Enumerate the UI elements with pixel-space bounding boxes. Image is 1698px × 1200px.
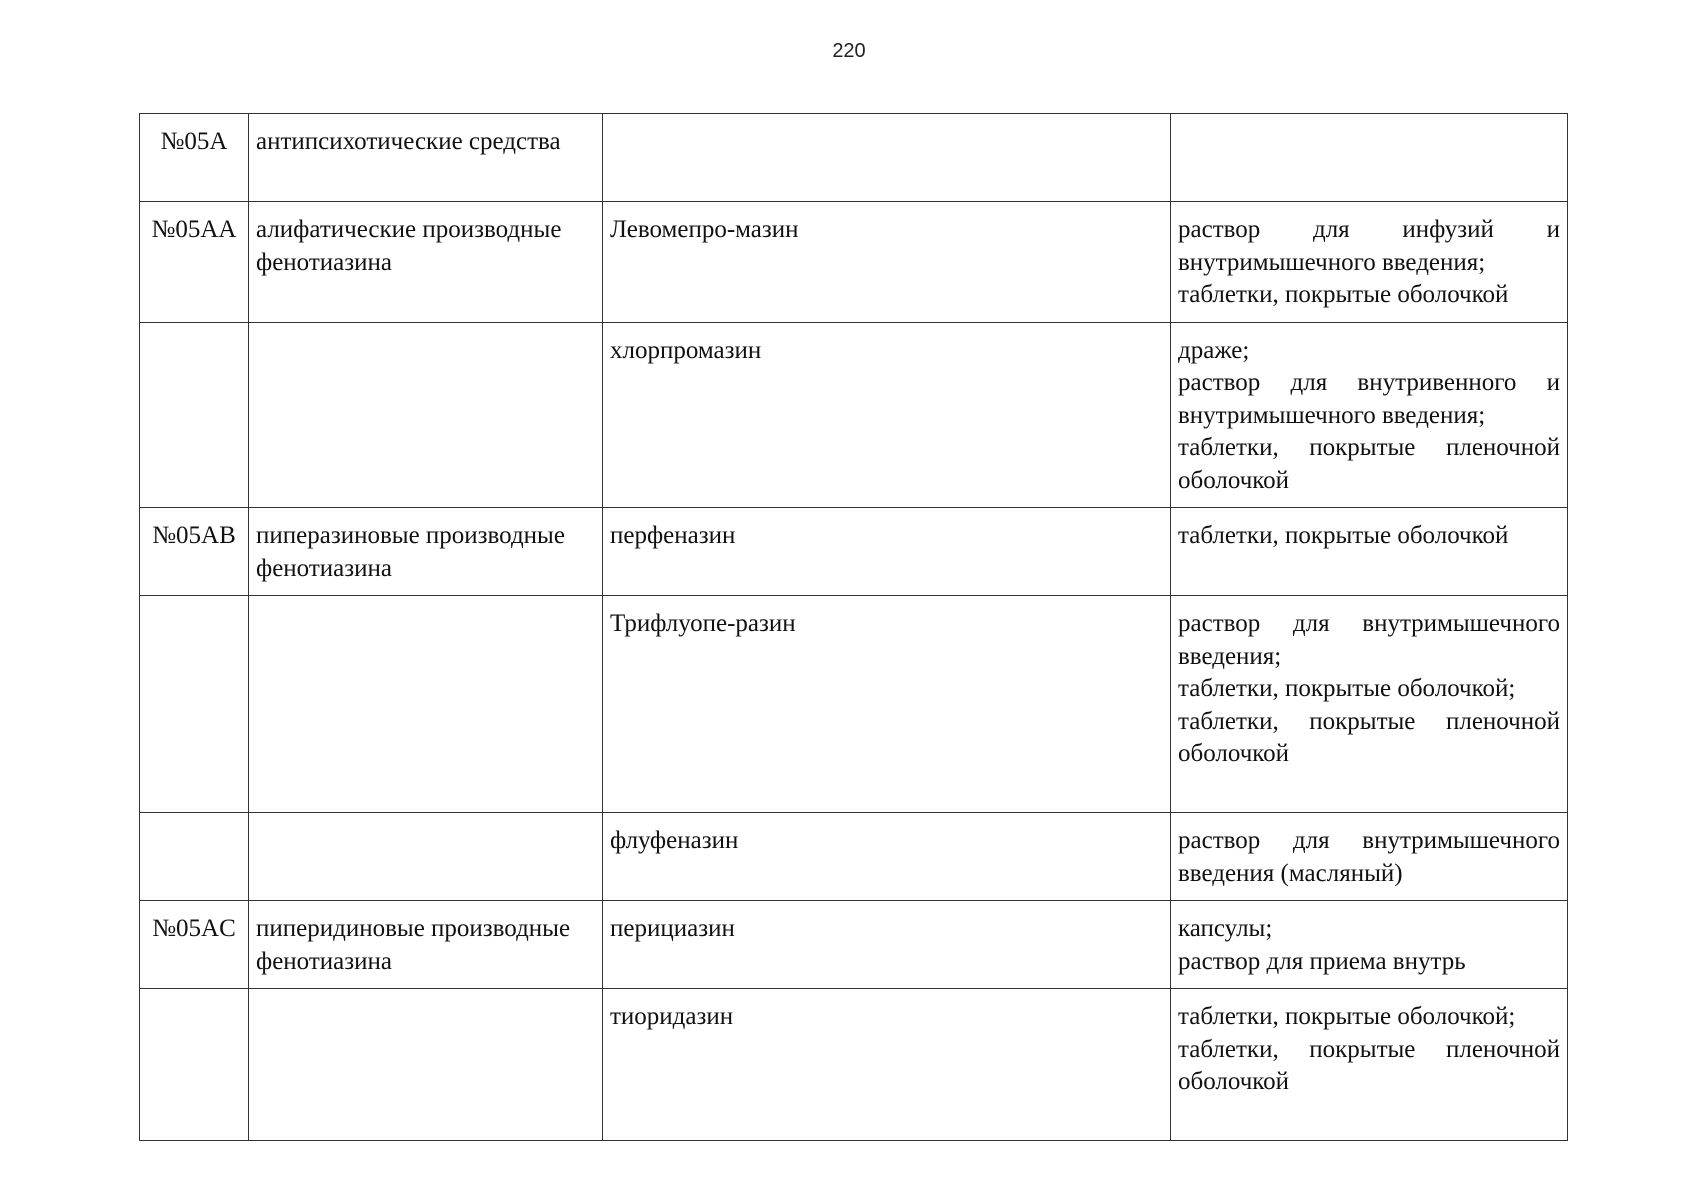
atc-code-cell: №05A: [140, 114, 249, 202]
group-name-cell: [249, 989, 603, 1141]
table-row: [140, 202, 1568, 323]
table-row: [140, 114, 1568, 202]
atc-code-cell: №05AA: [140, 202, 249, 323]
dosage-form-line: капсулы;: [1178, 915, 1273, 942]
table-row: [140, 901, 1568, 989]
table-row: [140, 989, 1568, 1141]
dosage-form-cell: [1171, 508, 1568, 596]
group-name-cell: пиперидиновые производные фенотиазина: [249, 901, 603, 989]
dosage-form-line: таблетки, покрытые пленочной оболочкой: [1178, 707, 1560, 767]
dosage-form-cell: [1171, 989, 1568, 1141]
drug-name-cell: Левомепро-мазин: [603, 202, 1171, 323]
drug-name-cell: флуфеназин: [603, 813, 1171, 901]
drug-name-cell: тиоридазин: [603, 989, 1171, 1141]
dosage-form-line: таблетки, покрытые оболочкой: [1178, 522, 1509, 549]
atc-code-cell: [140, 596, 249, 813]
group-name-cell: [249, 596, 603, 813]
drug-name-cell: перфеназин: [603, 508, 1171, 596]
atc-code-cell: [140, 813, 249, 901]
table-row: [140, 813, 1568, 901]
dosage-form-line: таблетки, покрытые оболочкой;: [1178, 675, 1516, 702]
table-row: [140, 508, 1568, 596]
dosage-form-line: раствор для приема внутрь: [1178, 947, 1466, 975]
page-number: 220: [832, 40, 866, 62]
dosage-form-cell: [1171, 202, 1568, 323]
dosage-form-line: таблетки, покрытые оболочкой;: [1178, 1003, 1516, 1030]
dosage-form-line: раствор для инфузий и внутримышечного введения;: [1178, 216, 1560, 276]
group-name-cell: антипсихотические средства: [249, 114, 603, 202]
dosage-form-line: раствор для внутримышечного введения;: [1178, 610, 1560, 670]
dosage-form-cell: [1171, 322, 1568, 508]
drug-name-cell: Трифлуопе-разин: [603, 596, 1171, 813]
atc-code-cell: [140, 989, 249, 1141]
drug-name-cell: хлорпромазин: [603, 322, 1171, 508]
group-name-cell: [249, 322, 603, 508]
table-row: [140, 596, 1568, 813]
atc-code-cell: [140, 322, 249, 508]
drug-name-cell: [603, 114, 1171, 202]
dosage-form-cell: [1171, 813, 1568, 901]
dosage-form-line: раствор для внутривенного и внутримышечного введения;: [1178, 369, 1560, 429]
atc-code-cell: №05AB: [140, 508, 249, 596]
group-name-cell: алифатические производные фенотиазина: [249, 202, 603, 323]
dosage-form-line: таблетки, покрытые пленочной оболочкой: [1178, 1035, 1560, 1095]
drug-name-cell: перициазин: [603, 901, 1171, 989]
table-row: [140, 322, 1568, 508]
dosage-form-line: драже;: [1178, 336, 1250, 364]
dosage-form-line: таблетки, покрытые оболочкой: [1178, 281, 1509, 308]
atc-code-cell: №05AC: [140, 901, 249, 989]
group-name-cell: пиперазиновые производные фенотиазина: [249, 508, 603, 596]
dosage-form-cell: [1171, 901, 1568, 989]
group-name-cell: [249, 813, 603, 901]
dosage-form-line: раствор для внутримышечного введения (масляный): [1178, 827, 1560, 887]
dosage-form-cell: [1171, 114, 1568, 202]
dosage-form-line: таблетки, покрытые пленочной оболочкой: [1178, 434, 1560, 494]
dosage-form-cell: [1171, 596, 1568, 813]
drug-table: [139, 113, 1568, 1141]
